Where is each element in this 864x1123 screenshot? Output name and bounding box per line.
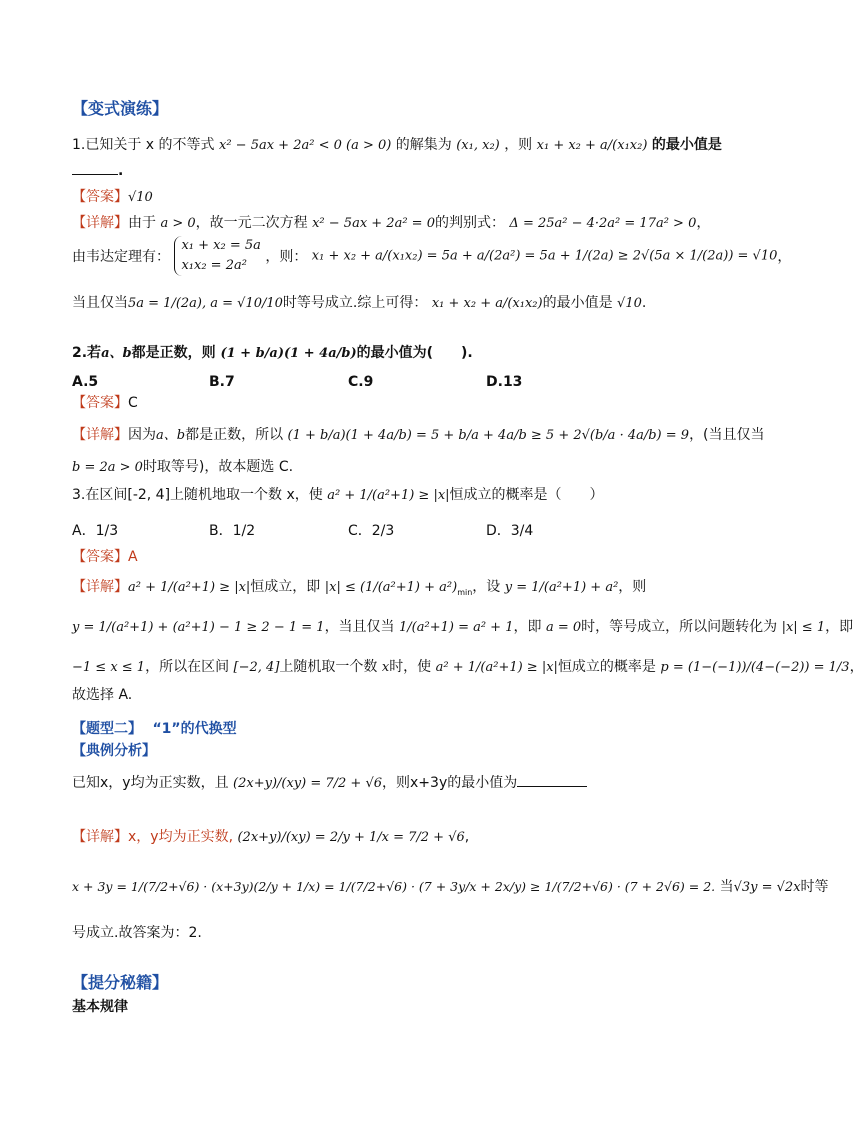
q3-d1a: a² + 1/(a²+1) ≥ |x| [128,580,251,595]
q3-d2e: a = 0 [545,620,582,635]
q1-d1g: ， [696,215,711,231]
answer-label: 【答案】 [72,395,128,411]
q1-detail-line-3 [72,292,646,312]
q1-d3f: √10 [617,296,642,311]
q3-detail-line-1 [72,576,646,597]
q3-answer [72,546,138,566]
q1-d1a: 由于 [128,215,156,231]
q3-expression: a² + 1/(a²+1) ≥ |x| [327,488,450,503]
section3-subheader: 基本规律 [72,999,128,1015]
q2-d1d: (1 + b/a)(1 + 4a/b) = 5 + b/a + 4a/b ≥ 5 + 2√(b/a · 4a/b) = 9 [287,428,690,443]
q4-d2c: √3y = √2x [733,880,801,895]
q3-d3d: 上随机取一个数 [279,659,378,675]
section-header-variant-practice: 【变式演练】 [72,99,169,118]
q4-stem: 已知x，y均为正实数，且 [72,775,229,791]
q3-d2h: ，即 [825,619,854,635]
q2-d2a: b = 2a > 0 [72,460,143,475]
q1-interval: (x₁, x₂) [456,138,500,153]
section-header-type-two [72,718,237,738]
section2-header: 【题型二】 [72,721,142,737]
detail-label: 【详解】 [72,579,128,595]
q4-d2b: 当 [719,879,734,895]
q4-d2a: x + 3y = 1/(7/2+√6) · (x+3y)(2/y + 1/x) = 1/(7/2+√6) · (7 + 3y/x + 2x/y) ≥ 1/(7/2+√6) · (7 + 2√6) = 2. [72,879,716,894]
q1-d3e: 的最小值是 [542,295,613,311]
q1-d2b: ，则： [265,249,308,265]
q3-d3c: [−2, 4] [233,660,280,675]
q1-answer [72,186,153,206]
q4-condition: (2x+y)/(xy) = 7/2 + √6 [233,776,383,791]
q3-d2c: 1/(a²+1) = a² + 1 [399,620,514,635]
q3-option-a: A．1/3 [72,523,119,539]
q3-d2b: ，当且仅当 [324,619,395,635]
q3-detail-line-4: 故选择 A. [72,687,133,703]
q3-d3b: ，所以在区间 [145,659,230,675]
q1-detail-line-1 [72,212,710,232]
q1-then: ，则 [504,137,533,153]
q1-d3d: x₁ + x₂ + a/(x₁x₂) [431,296,543,311]
q1-d1d: x² − 5ax + 2a² = 0 [312,216,435,231]
q1-d1e: 的判别式： [434,215,505,231]
detail-label: 【详解】 [72,829,128,845]
q3-d3j: ， [849,659,864,675]
q3-d3i: p = (1−(−1))/(4−(−2)) = 1/3 [660,660,850,675]
q3-d1f: ，则 [618,579,647,595]
q2-answer [72,392,138,412]
q1-d2c: x₁ + x₂ + a/(x₁x₂) = 5a + a/(2a²) = 5a + 1/(2a) ≥ 2√(5a × 1/(2a)) = √10 [311,248,778,264]
q4-d1c: , [464,829,470,845]
q3-option-b: B．1/2 [209,523,256,539]
section2-subheader: 【典例分析】 [72,743,156,759]
q1-tail: 的最小值是 [651,137,722,153]
detail-label: 【详解】 [72,427,128,443]
q1-d2d: ， [777,249,792,265]
q4-d1a: x，y均为正实数, [128,829,234,845]
q4-tail: ，则x+3y的最小值为 [382,775,518,791]
q3-d3e: x [381,660,390,675]
q3-d1c: |x| ≤ (1/(a²+1) + a²) [324,580,458,595]
q2-d1b: a、b [156,428,186,443]
q1-mid: 的解集为 [395,137,452,153]
q2-option-b: B.7 [209,374,235,390]
q3-d1b: 恒成立，即 [250,579,321,595]
q1-answer-value: √10 [128,190,153,205]
q3-option-d: D．3/4 [486,523,534,539]
q2-d1e: ，(当且仅当 [689,427,765,443]
q3-d1d: ，设 [472,579,501,595]
q3-d2f: 时，等号成立，所以问题转化为 [581,619,778,635]
q2-option-a: A.5 [72,374,99,390]
detail-label: 【详解】 [72,215,128,231]
q1-d3g: . [641,295,647,311]
answer-blank-line [72,162,118,175]
q3-answer-value: A [128,549,138,565]
q3-detail-line-3 [72,656,864,676]
q1-d1c: ，故一元二次方程 [195,215,308,231]
q1-expression: x₁ + x₂ + a/(x₁x₂) [536,138,648,153]
question-3 [72,484,604,504]
q3-d1e: y = 1/(a²+1) + a² [504,580,619,595]
q4-d2d: 时等 [800,879,829,895]
q1-d1b: a > 0 [160,216,196,231]
q2-option-d: D.13 [486,374,523,390]
section-header-tips: 【提分秘籍】 [72,973,169,992]
q2-tail: 的最小值为( ). [356,345,473,361]
q2-d1a: 因为 [128,427,156,443]
q2-detail-line-1 [72,424,765,444]
q2-d1c: 都是正数，所以 [185,427,284,443]
q2-detail-line-2 [72,456,293,476]
q3-d3f: 时，使 [389,659,432,675]
q2-d2b: 时取等号)，故本题选 C. [142,459,294,475]
q4-detail-line-3: 号成立.故答案为：2. [72,925,202,941]
question-4 [72,772,587,792]
q1-d1f: Δ = 25a² − 4·2a² = 17a² > 0 [509,216,697,231]
q1-d3b: 5a = 1/(2a), a = √10/10 [128,296,283,311]
q3-detail-line-2 [72,616,853,636]
section2-title: “1”的代换型 [152,721,237,737]
q1-sys2: x₁x₂ = 2a² [181,258,247,273]
q2-expression: (1 + b/a)(1 + 4a/b) [220,346,357,361]
q3-stem: 3.在区间[-2, 4]上随机地取一个数 x，使 [72,487,323,503]
q1-period: . [118,163,124,179]
answer-label: 【答案】 [72,549,128,565]
q2-stem: 2.若 [72,345,102,361]
q1-sys1: x₁ + x₂ = 5a [181,238,261,253]
answer-label: 【答案】 [72,189,128,205]
q3-d3a: −1 ≤ x ≤ 1 [72,660,146,675]
q2-mid: 都是正数，则 [131,345,216,361]
q3-d3h: 恒成立的概率是 [557,659,656,675]
q4-detail-line-1 [72,826,469,846]
q1-d3c: 时等号成立.综上可得： [282,295,428,311]
q3-d2d: ，即 [513,619,542,635]
q3-option-c: C．2/3 [348,523,395,539]
q2-option-c: C.9 [348,374,374,390]
q3-d3g: a² + 1/(a²+1) ≥ |x| [435,660,558,675]
q3-d2g: |x| ≤ 1 [781,620,826,635]
q1-answer-blank [72,162,123,179]
q3-d2a: y = 1/(a²+1) + (a²+1) − 1 ≥ 2 − 1 = 1 [72,620,325,635]
q2-vars: a、b [101,346,132,361]
q1-d3a: 当且仅当 [72,295,128,311]
question-2 [72,342,473,362]
q4-detail-line-2 [72,876,829,896]
answer-blank-line [517,774,587,787]
q1-stem: 1.已知关于 x 的不等式 [72,137,215,153]
q1-vieta-system [174,236,260,276]
q1-detail-line-2 [72,236,791,276]
q1-inequality: x² − 5ax + 2a² < 0 (a > 0) [219,138,392,153]
q1-d2a: 由韦达定理有： [72,249,170,265]
question-1 [72,134,722,154]
q3-tail: 恒成立的概率是（ ） [449,487,604,503]
q3-d1sub: min [457,587,473,597]
q2-answer-value: C [128,395,138,411]
q4-d1b: (2x+y)/(xy) = 2/y + 1/x = 7/2 + √6 [237,830,465,845]
